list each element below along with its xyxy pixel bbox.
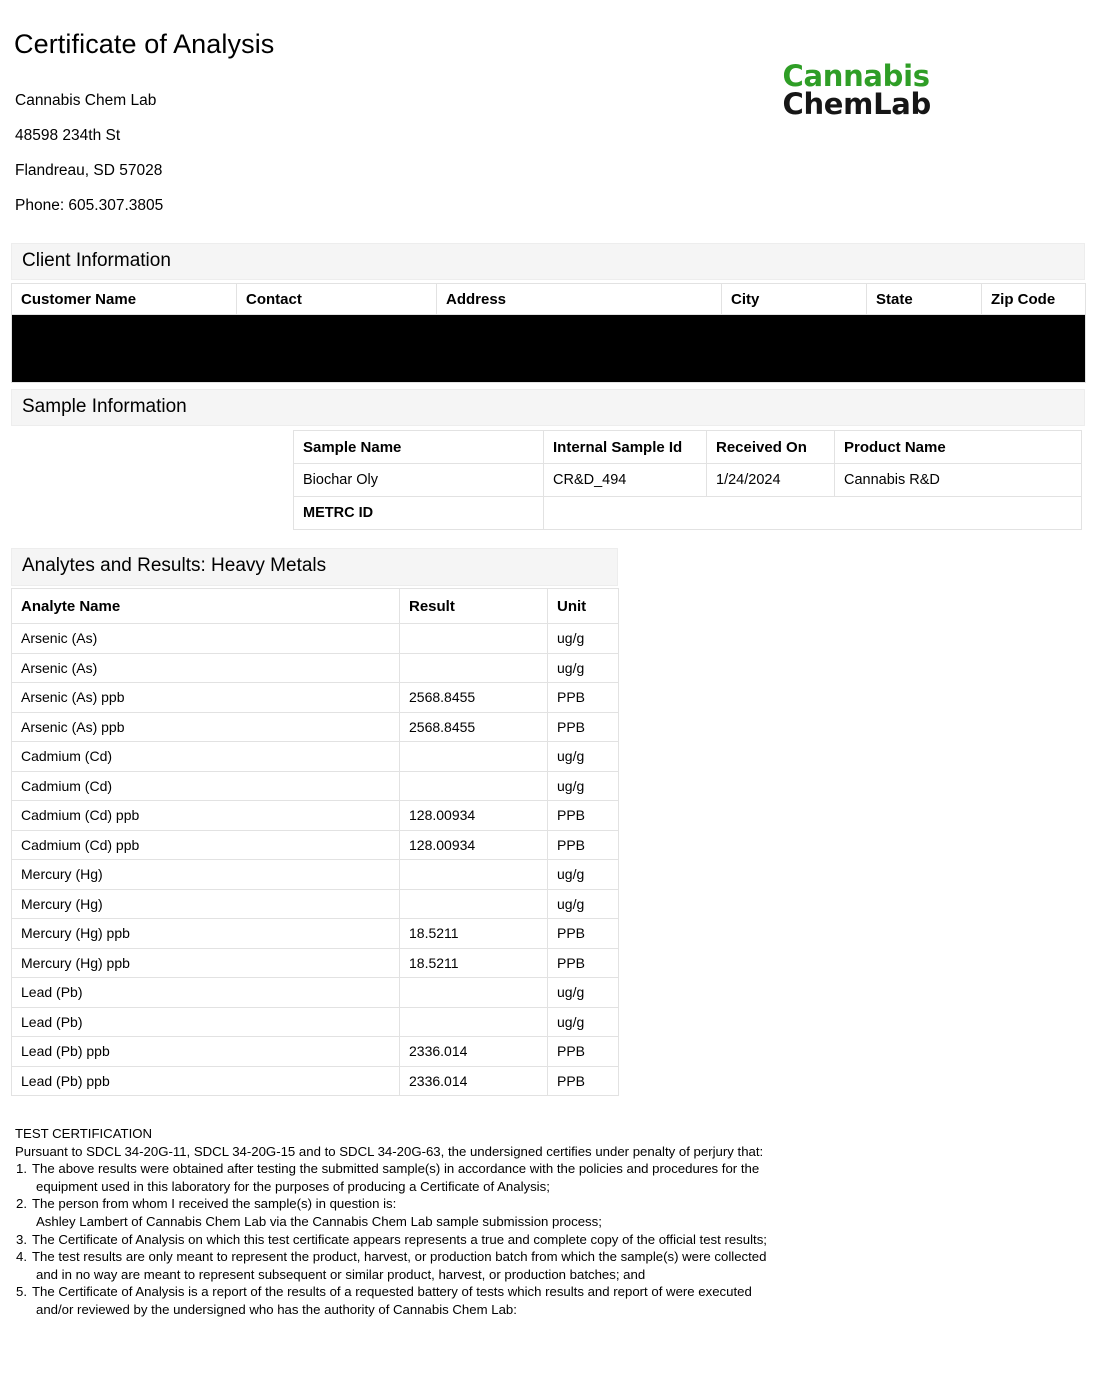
column-header-customer-name: Customer Name	[12, 284, 237, 315]
cell-result	[400, 1007, 548, 1037]
cell-analyte-name: Cadmium (Cd) ppb	[12, 830, 400, 860]
cell-analyte-name: Mercury (Hg)	[12, 889, 400, 919]
cell-analyte-name: Cadmium (Cd) ppb	[12, 801, 400, 831]
cell-unit: PPB	[548, 1066, 619, 1096]
cell-product-name: Cannabis R&D	[835, 464, 1082, 497]
cell-unit: ug/g	[548, 624, 619, 654]
column-header-city: City	[722, 284, 867, 315]
cell-result	[400, 742, 548, 772]
cell-unit: PPB	[548, 919, 619, 949]
table-row-metrc	[294, 497, 1082, 530]
column-header-internal-sample-id: Internal Sample Id	[544, 431, 707, 464]
cell-unit: ug/g	[548, 978, 619, 1008]
certification-item-text: The test results are only meant to represent the product, harvest, or production batch from which the sample(s) were collected	[32, 1249, 767, 1265]
column-header-sample-name: Sample Name	[294, 431, 544, 464]
column-header-analyte-name: Analyte Name	[12, 589, 400, 624]
table-header-row	[12, 284, 1086, 315]
cell-metrc-id-label: METRC ID	[294, 497, 544, 530]
cell-result	[400, 860, 548, 890]
lab-city-state-zip: Flandreau, SD 57028	[15, 162, 163, 179]
table-row	[12, 1007, 619, 1037]
cannabis-chemlab-logo	[782, 59, 931, 122]
cell-result: 18.5211	[400, 919, 548, 949]
certification-item-text: The Certificate of Analysis is a report of the results of a requested battery of tests which results and report of were executed	[32, 1284, 752, 1300]
sample-information-table	[293, 430, 1082, 530]
certification-item-text: The above results were obtained after testing the submitted sample(s) in accordance with the policies and procedures for the	[32, 1161, 760, 1177]
table-row	[12, 624, 619, 654]
table-row	[12, 978, 619, 1008]
table-row	[12, 683, 619, 713]
certification-item-text: The person from whom I received the sample(s) in question is:	[32, 1196, 397, 1212]
certification-item-continuation: Ashley Lambert of Cannabis Chem Lab via the Cannabis Chem Lab sample submission process;	[36, 1213, 602, 1229]
table-header-row	[294, 431, 1082, 464]
table-row	[12, 742, 619, 772]
client-information-table	[11, 283, 1086, 383]
test-certification-block	[15, 1125, 1065, 1319]
redaction-bar	[12, 315, 1086, 383]
section-header-analytes-and-results: Analytes and Results: Heavy Metals	[11, 548, 618, 586]
certification-lead: Pursuant to SDCL 34-20G-11, SDCL 34-20G-15 and to SDCL 34-20G-63, the undersigned certifies under penalty of perjury that:	[15, 1143, 764, 1159]
cell-result: 2336.014	[400, 1037, 548, 1067]
cell-result	[400, 771, 548, 801]
section-header-client-information: Client Information	[11, 243, 1085, 280]
cell-result: 2568.8455	[400, 683, 548, 713]
lab-address-block	[15, 83, 163, 223]
table-row	[12, 948, 619, 978]
page-title: Certificate of Analysis	[14, 29, 275, 59]
table-row	[12, 830, 619, 860]
cell-unit: PPB	[548, 712, 619, 742]
cell-result	[400, 653, 548, 683]
table-row	[12, 1037, 619, 1067]
cell-result	[400, 889, 548, 919]
cell-result: 128.00934	[400, 830, 548, 860]
column-header-result: Result	[400, 589, 548, 624]
cell-result	[400, 624, 548, 654]
cell-unit: ug/g	[548, 771, 619, 801]
cell-unit: ug/g	[548, 653, 619, 683]
certification-item-text: The Certificate of Analysis on which this test certificate appears represents a true and complete copy of the official test results;	[32, 1231, 767, 1247]
cell-analyte-name: Lead (Pb) ppb	[12, 1066, 400, 1096]
table-header-row	[12, 589, 619, 624]
cell-analyte-name: Mercury (Hg)	[12, 860, 400, 890]
cell-unit: ug/g	[548, 1007, 619, 1037]
table-row	[12, 712, 619, 742]
cell-analyte-name: Mercury (Hg) ppb	[12, 919, 400, 949]
lab-phone: Phone: 605.307.3805	[15, 197, 164, 214]
cell-unit: PPB	[548, 801, 619, 831]
table-row-sample	[294, 464, 1082, 497]
cell-metrc-id-value	[544, 497, 1082, 530]
analytes-results-table	[11, 588, 619, 1096]
column-header-unit: Unit	[548, 589, 619, 624]
lab-street: 48598 234th St	[15, 127, 121, 144]
cell-analyte-name: Lead (Pb) ppb	[12, 1037, 400, 1067]
certification-item-continuation: equipment used in this laboratory for the purposes of producing a Certificate of Analysis;	[36, 1178, 550, 1194]
column-header-address: Address	[437, 284, 722, 315]
cell-unit: ug/g	[548, 742, 619, 772]
cell-result: 128.00934	[400, 801, 548, 831]
cell-result: 2336.014	[400, 1066, 548, 1096]
certification-title: TEST CERTIFICATION	[15, 1126, 153, 1141]
certification-list	[15, 1160, 1065, 1318]
logo-line-chemlab: ChemLab	[782, 87, 931, 122]
cell-analyte-name: Arsenic (As) ppb	[12, 683, 400, 713]
cell-analyte-name: Arsenic (As)	[12, 653, 400, 683]
cell-sample-name: Biochar Oly	[294, 464, 544, 497]
cell-analyte-name: Cadmium (Cd)	[12, 771, 400, 801]
cell-result: 2568.8455	[400, 712, 548, 742]
certification-item-continuation: and in no way are meant to represent subsequent or similar product, harvest, or production batches; and	[36, 1266, 646, 1282]
certification-item-continuation: and/or reviewed by the undersigned who has the authority of Cannabis Chem Lab:	[36, 1301, 517, 1317]
cell-analyte-name: Mercury (Hg) ppb	[12, 948, 400, 978]
certification-item	[15, 1195, 1065, 1230]
cell-analyte-name: Cadmium (Cd)	[12, 742, 400, 772]
column-header-received-on: Received On	[707, 431, 835, 464]
certification-item	[15, 1248, 1065, 1283]
table-row	[12, 1066, 619, 1096]
certification-item	[15, 1283, 1065, 1318]
column-header-contact: Contact	[237, 284, 437, 315]
table-row	[12, 653, 619, 683]
certification-item	[15, 1231, 1065, 1249]
table-row	[12, 919, 619, 949]
cell-result	[400, 978, 548, 1008]
table-row-client-redacted	[12, 315, 1086, 383]
cell-received-on: 1/24/2024	[707, 464, 835, 497]
column-header-product-name: Product Name	[835, 431, 1082, 464]
cell-analyte-name: Lead (Pb)	[12, 1007, 400, 1037]
cell-unit: PPB	[548, 1037, 619, 1067]
table-row	[12, 771, 619, 801]
cell-unit: PPB	[548, 830, 619, 860]
column-header-zip-code: Zip Code	[982, 284, 1086, 315]
cell-unit: ug/g	[548, 889, 619, 919]
table-row	[12, 801, 619, 831]
cell-analyte-name: Arsenic (As) ppb	[12, 712, 400, 742]
table-row	[12, 889, 619, 919]
lab-name: Cannabis Chem Lab	[15, 92, 157, 109]
cell-result: 18.5211	[400, 948, 548, 978]
certification-item	[15, 1160, 1065, 1195]
cell-unit: PPB	[548, 683, 619, 713]
section-header-sample-information: Sample Information	[11, 389, 1085, 426]
cell-analyte-name: Arsenic (As)	[12, 624, 400, 654]
cell-analyte-name: Lead (Pb)	[12, 978, 400, 1008]
cell-unit: PPB	[548, 948, 619, 978]
column-header-state: State	[867, 284, 982, 315]
cell-internal-sample-id: CR&D_494	[544, 464, 707, 497]
cell-unit: ug/g	[548, 860, 619, 890]
logo-line-cannabis: Cannabis	[782, 59, 930, 93]
table-row	[12, 860, 619, 890]
